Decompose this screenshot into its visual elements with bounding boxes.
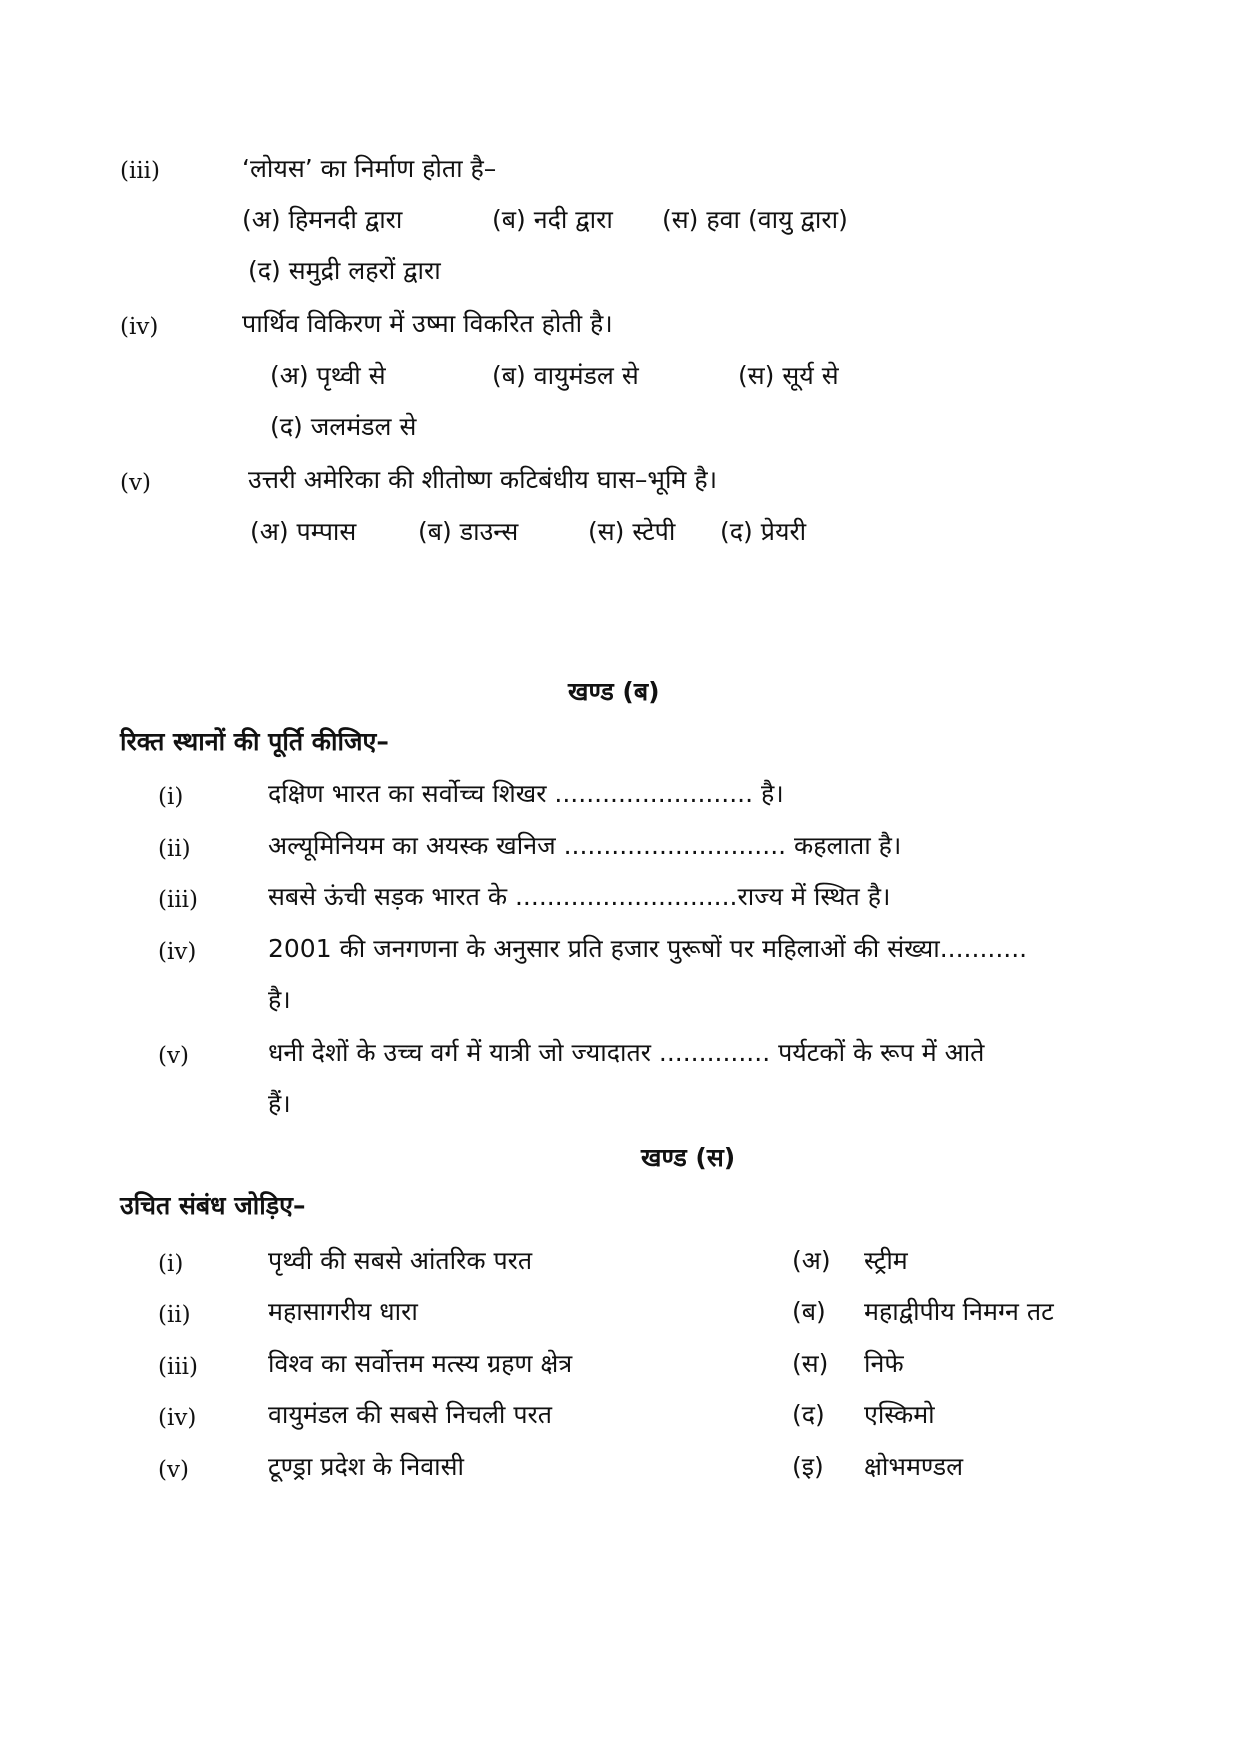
option-d: (द) जलमंडल से — [270, 412, 417, 441]
match-key: (इ) — [792, 1452, 824, 1481]
match-row-number: (ii) — [158, 1302, 191, 1328]
option-d: (द) समुद्री लहरों द्वारा — [248, 256, 441, 285]
option-d: (द) प्रेयरी — [720, 517, 807, 546]
section-b-instruction: रिक्त स्थानों की पूर्ति कीजिए– — [120, 727, 389, 756]
match-right-item: महाद्वीपीय निमग्न तट — [864, 1297, 1054, 1326]
fill-blank-item: दक्षिण भारत का सर्वोच्च शिखर ......................... है। — [268, 779, 784, 808]
match-key: (द) — [792, 1400, 825, 1429]
option-b: (ब) नदी द्वारा — [492, 205, 613, 234]
list-item-number: (ii) — [158, 836, 191, 862]
match-key: (स) — [792, 1349, 829, 1378]
match-key: (ब) — [792, 1297, 826, 1326]
match-key: (अ) — [792, 1246, 831, 1275]
fill-blank-item: 2001 की जनगणना के अनुसार प्रति हजार पुरूषों पर महिलाओं की संख्या........... — [268, 934, 1028, 963]
section-c-heading: खण्ड (स) — [641, 1143, 736, 1172]
section-c-instruction: उचित संबंध जोड़िए– — [120, 1191, 306, 1220]
question-text: ‘लोयस’ का निर्माण होता है– — [242, 154, 497, 183]
option-a: (अ) हिमनदी द्वारा — [242, 205, 403, 234]
match-row-number: (v) — [158, 1457, 189, 1483]
match-right-item: एस्किमो — [864, 1400, 935, 1429]
fill-blank-item-continuation: है। — [268, 985, 291, 1014]
list-item-number: (iii) — [158, 887, 199, 913]
question-number: (v) — [120, 470, 151, 496]
fill-blank-item: अल्यूमिनियम का अयस्क खनिज ............................ कहलाता है। — [268, 831, 902, 860]
option-c: (स) स्टेपी — [588, 517, 676, 546]
option-b: (ब) वायुमंडल से — [492, 361, 639, 390]
match-left-item: पृथ्वी की सबसे आंतरिक परत — [268, 1246, 533, 1275]
list-item-number: (i) — [158, 784, 184, 810]
match-left-item: वायुमंडल की सबसे निचली परत — [268, 1400, 553, 1429]
fill-blank-item: धनी देशों के उच्च वर्ग में यात्री जो ज्यादातर .............. पर्यटकों के रूप में आते — [268, 1038, 985, 1067]
match-right-item: क्षोभमण्डल — [864, 1452, 964, 1481]
question-text: उत्तरी अमेरिका की शीतोष्ण कटिबंधीय घास–भूमि है। — [248, 465, 718, 494]
list-item-number: (v) — [158, 1043, 189, 1069]
question-text: पार्थिव विकिरण में उष्मा विकरित होती है। — [242, 309, 613, 338]
match-row-number: (iv) — [158, 1405, 197, 1431]
option-a: (अ) पम्पास — [250, 517, 357, 546]
match-row-number: (i) — [158, 1251, 184, 1277]
question-number: (iii) — [120, 158, 161, 184]
option-c: (स) सूर्य से — [738, 361, 839, 390]
match-left-item: महासागरीय धारा — [268, 1297, 418, 1326]
option-a: (अ) पृथ्वी से — [270, 361, 386, 390]
match-right-item: निफे — [864, 1349, 904, 1378]
section-b-heading: खण्ड (ब) — [568, 677, 660, 706]
match-left-item: विश्व का सर्वोत्तम मत्स्य ग्रहण क्षेत्र — [268, 1349, 573, 1378]
question-number: (iv) — [120, 314, 159, 340]
match-right-item: स्ट्रीम — [864, 1246, 908, 1275]
match-row-number: (iii) — [158, 1354, 199, 1380]
fill-blank-item-continuation: हैं। — [268, 1089, 291, 1118]
list-item-number: (iv) — [158, 939, 197, 965]
option-c: (स) हवा (वायु द्वारा) — [662, 205, 848, 234]
fill-blank-item: सबसे ऊंची सड़क भारत के ............................राज्य में स्थित है। — [268, 882, 891, 911]
option-b: (ब) डाउन्स — [418, 517, 519, 546]
match-left-item: टूण्ड्रा प्रदेश के निवासी — [268, 1452, 464, 1481]
